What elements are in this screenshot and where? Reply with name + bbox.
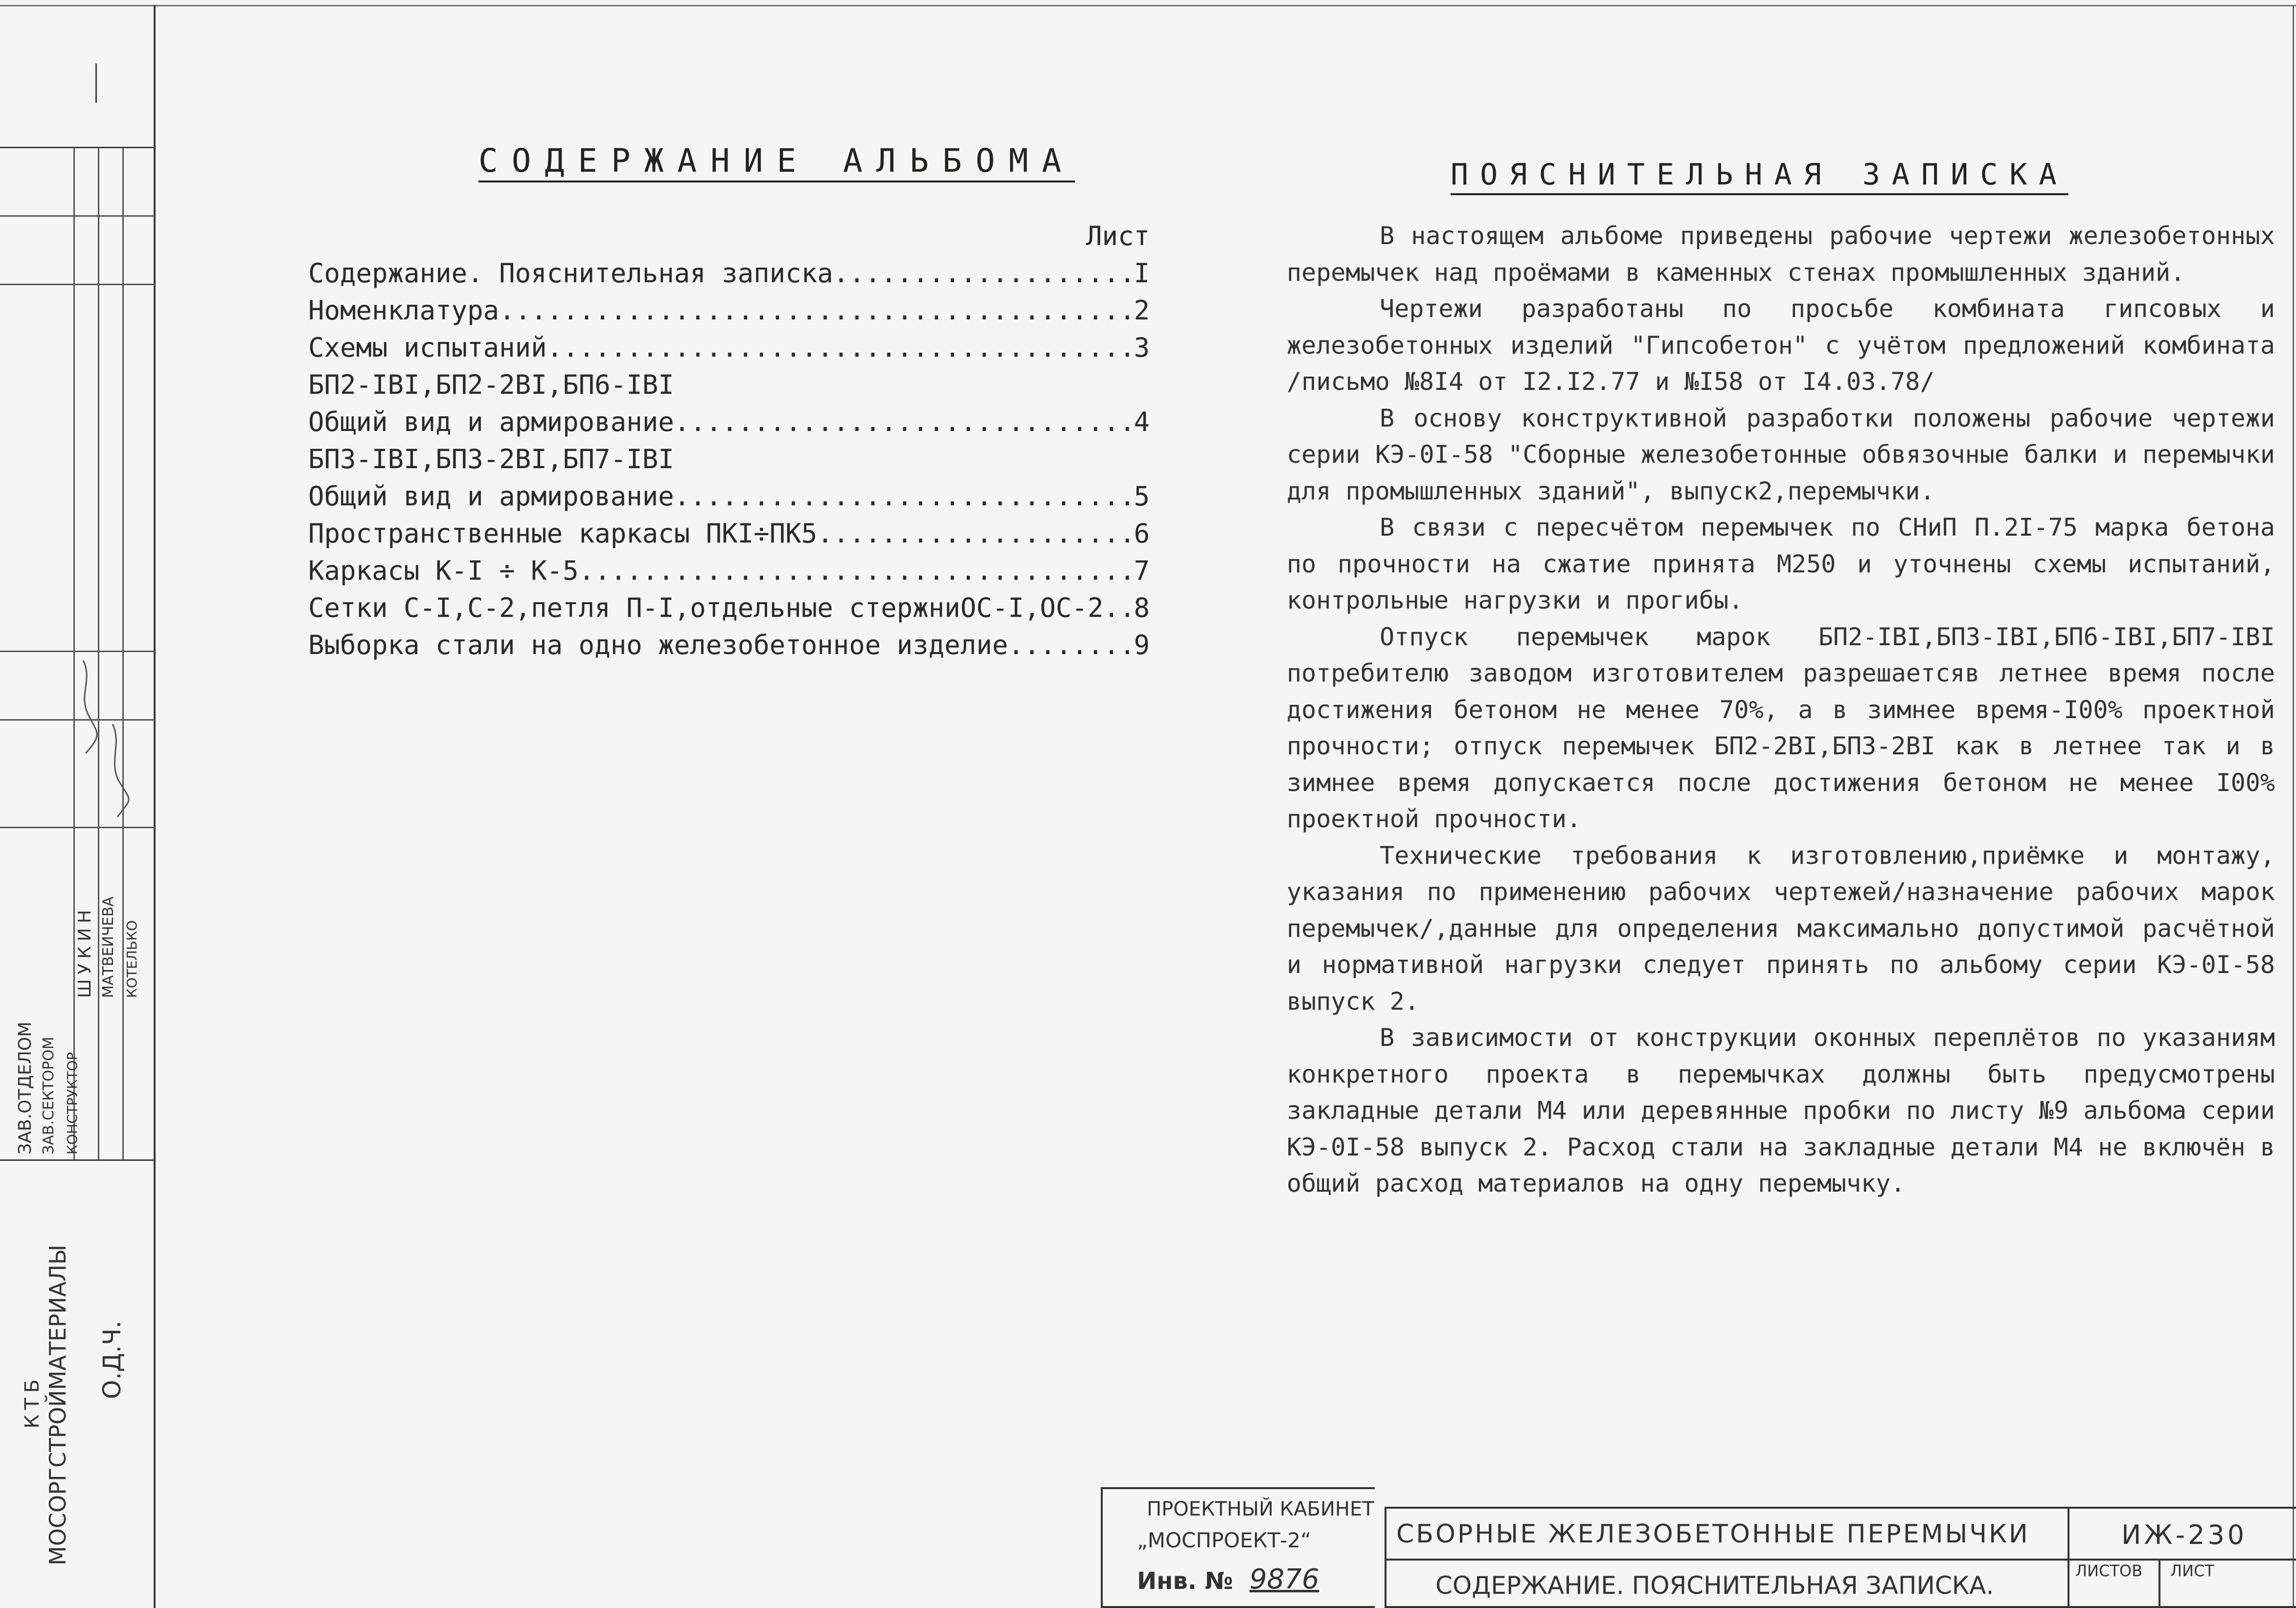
strip-top-mark — [95, 64, 97, 103]
office-line1: ПРОЕКТНЫЙ КАБИНЕТ — [1147, 1498, 1374, 1520]
signature-strip — [73, 651, 152, 837]
series-title: СБОРНЫЕ ЖЕЛЕЗОБЕТОННЫЕ ПЕРЕМЫЧКИ — [1396, 1519, 2030, 1549]
note-paragraph: В связи с пересчётом перемычек по СНиП П.2I-75 марка бетона по прочности на сжатие принята М250 и уточнены схемы испытаний, контрольные нагрузки и прогибы. — [1287, 513, 2275, 614]
contents-title: СОДЕРЖАНИЕ АЛЬБОМА — [478, 142, 1075, 180]
sheet-title: СОДЕРЖАНИЕ. ПОЯСНИТЕЛЬНАЯ ЗАПИСКА. — [1435, 1571, 1994, 1600]
name-head: ШУКИН — [75, 905, 95, 998]
toc-row: Содержание. Пояснительная записка ..... I — [308, 255, 1150, 292]
explanatory-note — [1287, 218, 2275, 1202]
toc-row: Номенклатура ..... 2 — [308, 292, 1150, 329]
code-cell — [2068, 1507, 2296, 1561]
inventory-number: 9876 — [1250, 1563, 1319, 1595]
toc-row: Общий вид и армирование ..... 5 — [308, 478, 1150, 515]
note-paragraph: В основу конструктивной разработки положены рабочие чертежи серии КЭ-0I-58 "Сборные железобетонные обвязочные балки и перемычки для промышленных зданий", выпуск2,перемычки. — [1287, 404, 2275, 505]
toc-group-heading: БП2-IBI,БП2-2BI,БП6-IBI — [308, 369, 674, 400]
strip-dept — [98, 1321, 126, 1399]
sheet-column-header: Лист — [1086, 221, 1150, 251]
strip-roles — [14, 1021, 84, 1155]
name-designer: КОТЕЛЬКО — [124, 920, 140, 998]
strip-names — [73, 897, 144, 998]
role-designer: КОНСТРУКТОР — [64, 1052, 80, 1155]
note-paragraph: Технические требования к изготовлению,приёмке и монтажу, указания по применению рабочих чертежей/назначение рабочих марок перемычек/,данные для определения максимально допустимой расчётной и нормативной нагрузки следует принять по альбому серии КЭ-0I-58 выпуск 2. — [1287, 841, 2275, 1016]
sheets-count-cell — [2068, 1559, 2160, 1608]
sheets-label: ЛИСТОВ — [2075, 1562, 2143, 1580]
toc-row: Пространственные каркасы ПКI÷ПК5 ..... 6 — [308, 515, 1150, 552]
strip-hline-1 — [0, 147, 155, 148]
toc-row: Сетки С-I,С-2,петля П-I,отдельные стержниОС-I,ОС-2 ..... 8 — [308, 589, 1150, 627]
note-title: ПОЯСНИТЕЛЬНАЯ ЗАПИСКА — [1451, 158, 2069, 192]
left-frame-line — [154, 5, 156, 1608]
office-line2: „МОСПРОЕКТ-2“ — [1137, 1528, 1311, 1552]
series-title-cell — [1385, 1507, 2069, 1561]
note-paragraph: В настоящем альбоме приведены рабочие чертежи железобетонных перемычек над проёмами в каменных стенах промышленных зданий. — [1287, 222, 2275, 287]
note-paragraph: В зависимости от конструкции оконных переплётов по указаниям конкретного проекта в перемычках должны быть предусмотрены закладные детали М4 или деревянные пробки по листу №9 альбома серии КЭ-0I-58 выпуск 2. Расход стали на закладные детали М4 не включён в общий расход материалов на одну перемычку. — [1287, 1023, 2275, 1198]
strip-org — [20, 1245, 70, 1565]
inventory-label: Инв. № — [1137, 1567, 1233, 1595]
top-border — [0, 5, 2296, 6]
role-sector: ЗАВ.СЕКТОРОМ — [40, 1037, 57, 1155]
org-abbr: КТБ — [21, 1374, 44, 1428]
series-code: ИЖ-230 — [2121, 1519, 2248, 1550]
role-head: ЗАВ.ОТДЕЛОМ — [15, 1021, 35, 1155]
sheet-title-cell — [1385, 1559, 2069, 1608]
contents-list — [308, 218, 1150, 664]
strip-hline-3 — [0, 284, 155, 285]
sheet-number-cell — [2159, 1559, 2296, 1608]
strip-hline-2 — [0, 215, 155, 217]
title-block — [1101, 1487, 2296, 1608]
right-frame-line — [2293, 5, 2294, 1608]
note-paragraph: Отпуск перемычек марок БП2-IBI,БП3-IBI,БП6-IBI,БП7-IBI потребителю заводом изготовителем разрешаетсяв летнее время после достижения бетоном не менее 70%, а в зимнее время-I00% проектной прочности; отпуск перемычек БП2-2BI,БП3-2BI как в летнее так и в зимнее время допускается после достижения бетоном не менее I00% проектной прочности. — [1287, 622, 2275, 833]
toc-group-heading: БП3-IBI,БП3-2BI,БП7-IBI — [308, 444, 674, 475]
strip-hline-7 — [0, 1159, 155, 1161]
toc-row: Каркасы К-I ÷ К-5 ..... 7 — [308, 552, 1150, 589]
name-sector: МАТВЕИЧЕВА — [100, 896, 117, 998]
sheet-label: ЛИСТ — [2170, 1562, 2214, 1580]
note-paragraph: Чертежи разработаны по просьбе комбината гипсовых и железобетонных изделий "Гипсобетон" с учётом предложений комбината /письмо №8I4 от I2.I2.77 и №I58 от I4.03.78/ — [1287, 294, 2275, 396]
toc-row: Общий вид и армирование ..... 4 — [308, 404, 1150, 441]
org-name: МОСОРГСТРОЙМАТЕРИАЛЫ — [45, 1245, 71, 1565]
office-stamp — [1101, 1487, 1375, 1608]
toc-row: Схемы испытаний ..... 3 — [308, 329, 1150, 366]
toc-row: Выборка стали на одно железобетонное изделие ..... 9 — [308, 627, 1150, 664]
dept-label: О.Д.Ч. — [98, 1320, 126, 1399]
